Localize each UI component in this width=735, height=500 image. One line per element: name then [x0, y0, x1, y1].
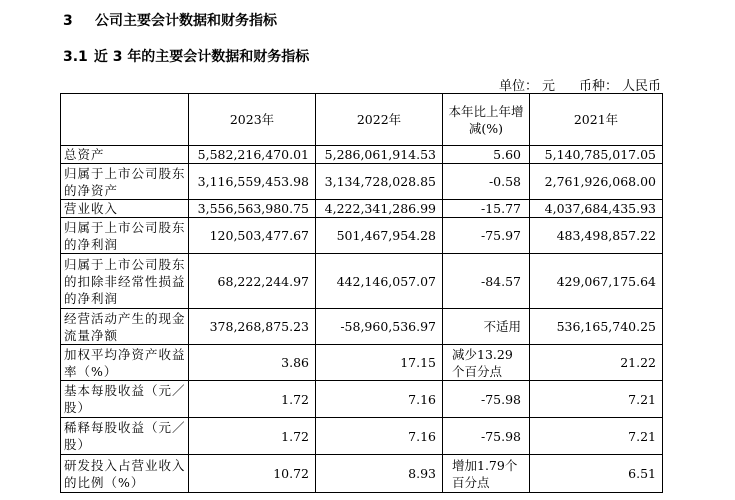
currency-value: 人民币: [621, 79, 661, 94]
header-item: [61, 94, 189, 146]
row-label: 研发投入占营业收入的比例（%）: [61, 455, 189, 493]
table-row: [61, 200, 663, 218]
cell-2021: 7.21: [530, 418, 663, 455]
table-row: [61, 146, 663, 164]
cell-2021: 21.22: [530, 345, 663, 381]
cell-2023: 120,503,477.67: [189, 218, 316, 254]
header-2023: 2023年: [189, 94, 316, 146]
subsection-title: 年的主要会计数据和财务指标: [127, 49, 310, 65]
cell-2023: 3.86: [189, 345, 316, 381]
cell-2023: 3,116,559,453.98: [189, 164, 316, 200]
cell-2023: 1.72: [189, 418, 316, 455]
cell-2021: 483,498,857.22: [530, 218, 663, 254]
row-label: 归属于上市公司股东的净资产: [61, 164, 189, 200]
cell-2022: 7.16: [316, 381, 443, 418]
table-row: [61, 164, 663, 200]
header-change: 本年比上年增减(%): [443, 94, 530, 146]
table-row: [61, 418, 663, 455]
cell-2022: 17.15: [316, 345, 443, 381]
table-row: [61, 381, 663, 418]
unit-value: 元: [541, 79, 555, 94]
unit-line: [495, 75, 661, 94]
cell-2021: 4,037,684,435.93: [530, 200, 663, 218]
subsection-years: 3: [112, 49, 123, 65]
subsection-heading: [63, 46, 309, 66]
row-label: 归属于上市公司股东的净利润: [61, 218, 189, 254]
row-label: 总资产: [61, 146, 189, 164]
section-number: 3: [63, 13, 73, 29]
cell-2023: 68,222,244.97: [189, 254, 316, 309]
cell-2022: 442,146,057.07: [316, 254, 443, 309]
currency-label: 币种：: [578, 79, 618, 94]
cell-2023: 1.72: [189, 381, 316, 418]
cell-change: 5.60: [443, 146, 530, 164]
table-row: [61, 254, 663, 309]
cell-2022: 8.93: [316, 455, 443, 493]
cell-2021: 6.51: [530, 455, 663, 493]
cell-2021: 7.21: [530, 381, 663, 418]
cell-change: 不适用: [443, 309, 530, 345]
section-title: 公司主要会计数据和财务指标: [95, 13, 277, 29]
table-row: [61, 455, 663, 493]
row-label: 基本每股收益（元／股）: [61, 381, 189, 418]
cell-2023: 5,582,216,470.01: [189, 146, 316, 164]
cell-change: -15.77: [443, 200, 530, 218]
cell-2022: 501,467,954.28: [316, 218, 443, 254]
cell-2023: 378,268,875.23: [189, 309, 316, 345]
cell-2022: 7.16: [316, 418, 443, 455]
cell-change: -75.98: [443, 418, 530, 455]
cell-change: -75.97: [443, 218, 530, 254]
cell-2023: 10.72: [189, 455, 316, 493]
subsection-number: 3.1: [63, 49, 88, 65]
row-label: 稀释每股收益（元／股）: [61, 418, 189, 455]
header-2022: 2022年: [316, 94, 443, 146]
cell-change: 增加1.79个百分点: [443, 455, 530, 493]
table-row: [61, 345, 663, 381]
cell-change: -75.98: [443, 381, 530, 418]
header-2021: 2021年: [530, 94, 663, 146]
cell-2021: 5,140,785,017.05: [530, 146, 663, 164]
cell-2022: 5,286,061,914.53: [316, 146, 443, 164]
cell-change: 减少13.29个百分点: [443, 345, 530, 381]
row-label: 营业收入: [61, 200, 189, 218]
unit-label: 单位：: [498, 79, 538, 94]
subsection-prefix: 近: [93, 49, 108, 65]
cell-2021: 2,761,926,068.00: [530, 164, 663, 200]
financial-indicators-table: [60, 93, 663, 493]
cell-2021: 429,067,175.64: [530, 254, 663, 309]
cell-2021: 536,165,740.25: [530, 309, 663, 345]
row-label: 经营活动产生的现金流量净额: [61, 309, 189, 345]
table-row: [61, 218, 663, 254]
cell-2022: 4,222,341,286.99: [316, 200, 443, 218]
table-row: [61, 309, 663, 345]
table-header-row: [61, 94, 663, 146]
cell-2022: 3,134,728,028.85: [316, 164, 443, 200]
cell-2023: 3,556,563,980.75: [189, 200, 316, 218]
section-heading: [63, 10, 277, 30]
cell-change: -84.57: [443, 254, 530, 309]
row-label: 加权平均净资产收益率（%）: [61, 345, 189, 381]
row-label: 归属于上市公司股东的扣除非经常性损益的净利润: [61, 254, 189, 309]
cell-change: -0.58: [443, 164, 530, 200]
cell-2022: -58,960,536.97: [316, 309, 443, 345]
